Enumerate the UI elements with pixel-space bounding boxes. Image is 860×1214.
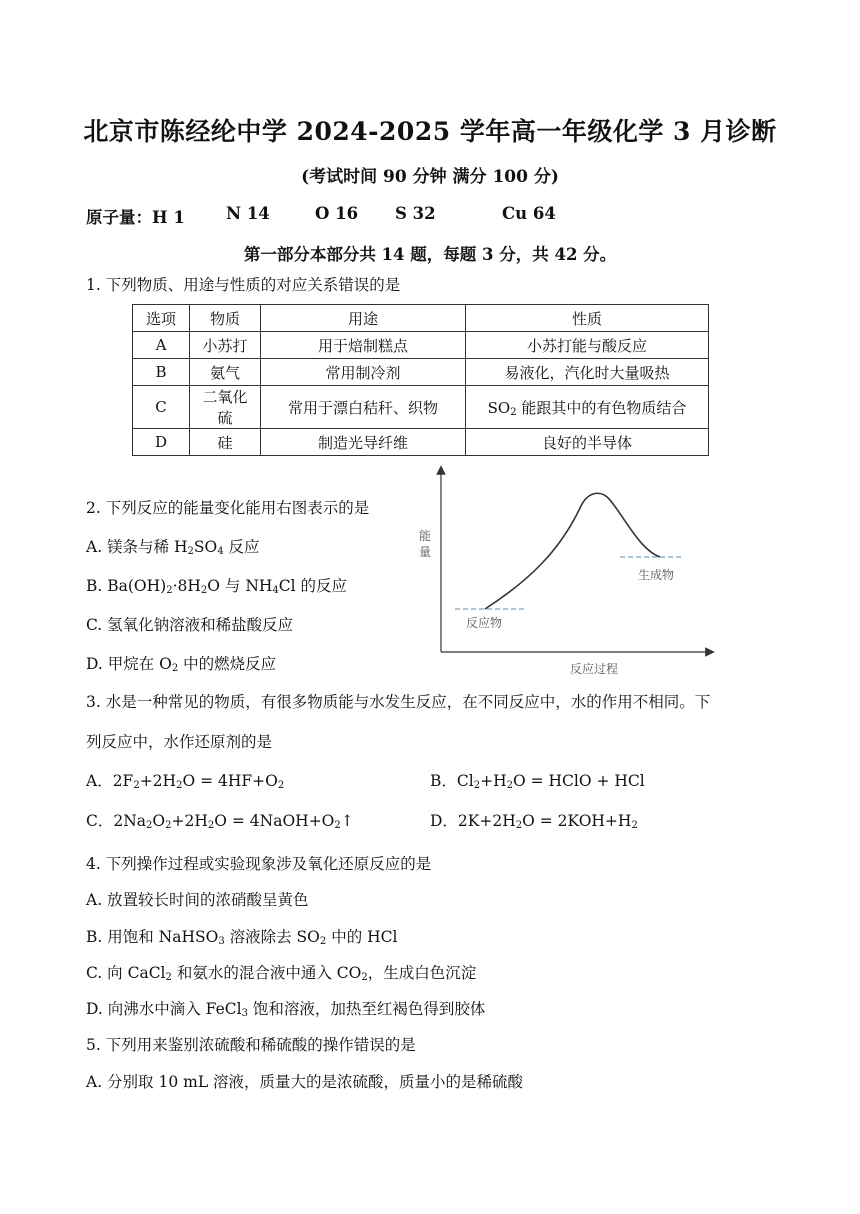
cell-substance: 硅 <box>190 429 261 456</box>
table-row <box>133 359 709 386</box>
table-row <box>133 429 709 456</box>
y-axis-label-1: 能 <box>419 529 432 543</box>
x-axis-label: 反应过程 <box>570 662 619 676</box>
th-property: 性质 <box>466 305 709 332</box>
mass-o: O 16 <box>315 204 359 223</box>
q3-stem-line2: 列反应中，水作还原剂的是 <box>86 733 273 751</box>
q3-option-c: C．$2Na_2O_2+2H_2O$ = $4NaOH+O_2↑$ <box>86 812 354 831</box>
table-row <box>133 386 709 429</box>
page-title: 北京市陈经纶中学 2024-2025 学年高一年级化学 3 月诊断 <box>83 117 777 146</box>
energy-curve <box>485 493 660 609</box>
exam-info: (考试时间 90 分钟 满分 100 分) <box>301 167 559 187</box>
q4-option-d: D. 向沸水中滴入 FeCl$_3$ 饱和溶液，加热至红褐色得到胶体 <box>86 1000 486 1019</box>
q3-option-a: A．$2F_2+2H_2O = 4HF+O_2$ <box>86 772 285 791</box>
cell-substance: 二氧化硫 <box>190 386 261 429</box>
cell-use: 制造光导纤维 <box>261 429 466 456</box>
cell-option: A <box>133 332 190 359</box>
q5-stem: 5. 下列用来鉴别浓硫酸和稀硫酸的操作错误的是 <box>86 1036 416 1054</box>
subscript: 2 <box>510 406 517 418</box>
q2-option-c: C. 氢氧化钠溶液和稀盐酸反应 <box>86 616 294 634</box>
q4-option-b: B. 用饱和 NaHSO$_3$ 溶液除去 $SO_2$ 中的 HCl <box>86 928 398 947</box>
q5-option-a: A. 分别取 10 mL 溶液，质量大的是浓硫酸，质量小的是稀硫酸 <box>86 1073 524 1091</box>
atomic-masses <box>86 204 185 228</box>
energy-diagram <box>410 460 720 680</box>
th-substance: 物质 <box>190 305 261 332</box>
cell-property: 易液化，汽化时大量吸热 <box>466 359 709 386</box>
cell-property <box>466 386 709 429</box>
cell-substance: 小苏打 <box>190 332 261 359</box>
mass-h: H 1 <box>152 208 185 227</box>
cell-use: 常用于漂白秸秆、织物 <box>261 386 466 429</box>
q2-option-b: B. $Ba(OH)_2\cdot 8H_2O$ 与 $NH_4Cl$ 的反应 <box>86 577 348 596</box>
th-option: 选项 <box>133 305 190 332</box>
q1-table <box>132 304 709 456</box>
cell-property: 良好的半导体 <box>466 429 709 456</box>
atomic-masses-label: 原子量： <box>86 208 152 227</box>
q4-option-a: A. 放置较长时间的浓硝酸呈黄色 <box>86 891 309 909</box>
q3-stem-line1: 3. 水是一种常见的物质，有很多物质能与水发生反应，在不同反应中，水的作用不相同。下 <box>86 693 711 711</box>
th-use: 用途 <box>261 305 466 332</box>
q2-stem: 2. 下列反应的能量变化能用右图表示的是 <box>86 499 370 517</box>
table-header-row <box>133 305 709 332</box>
q4-option-c: C. 向 CaCl$_2$ 和氨水的混合液中通入 $CO_2$，生成白色沉淀 <box>86 964 477 983</box>
mass-n: N 14 <box>226 204 270 223</box>
table-row <box>133 332 709 359</box>
cell-option: B <box>133 359 190 386</box>
y-axis-label-2: 量 <box>419 545 432 559</box>
q2-option-d: D. 甲烷在 $O_2$ 中的燃烧反应 <box>86 655 277 674</box>
section-heading: 第一部分本部分共 14 题，每题 3 分，共 42 分。 <box>243 245 617 264</box>
q3-option-d: D．$2K+2H_2O = 2KOH+H_2$ <box>430 812 638 831</box>
q4-stem: 4. 下列操作过程或实验现象涉及氧化还原反应的是 <box>86 855 432 873</box>
cell-option: C <box>133 386 190 429</box>
property-text: 能跟其中的有色物质结合 <box>516 398 687 417</box>
cell-option: D <box>133 429 190 456</box>
formula-text: SO <box>487 398 511 417</box>
q2-option-a: A. 镁条与稀 $H_2SO_4$ 反应 <box>86 538 260 557</box>
mass-cu: Cu 64 <box>502 204 556 223</box>
cell-property: 小苏打能与酸反应 <box>466 332 709 359</box>
product-label: 生成物 <box>638 568 675 582</box>
reactant-label: 反应物 <box>466 616 503 630</box>
mass-s: S 32 <box>395 204 436 223</box>
cell-substance: 氨气 <box>190 359 261 386</box>
q3-option-b: B．$Cl_2+H_2O$ = HClO + HCl <box>430 772 645 791</box>
cell-use: 用于焙制糕点 <box>261 332 466 359</box>
cell-use: 常用制冷剂 <box>261 359 466 386</box>
q1-stem: 1. 下列物质、用途与性质的对应关系错误的是 <box>86 276 401 294</box>
